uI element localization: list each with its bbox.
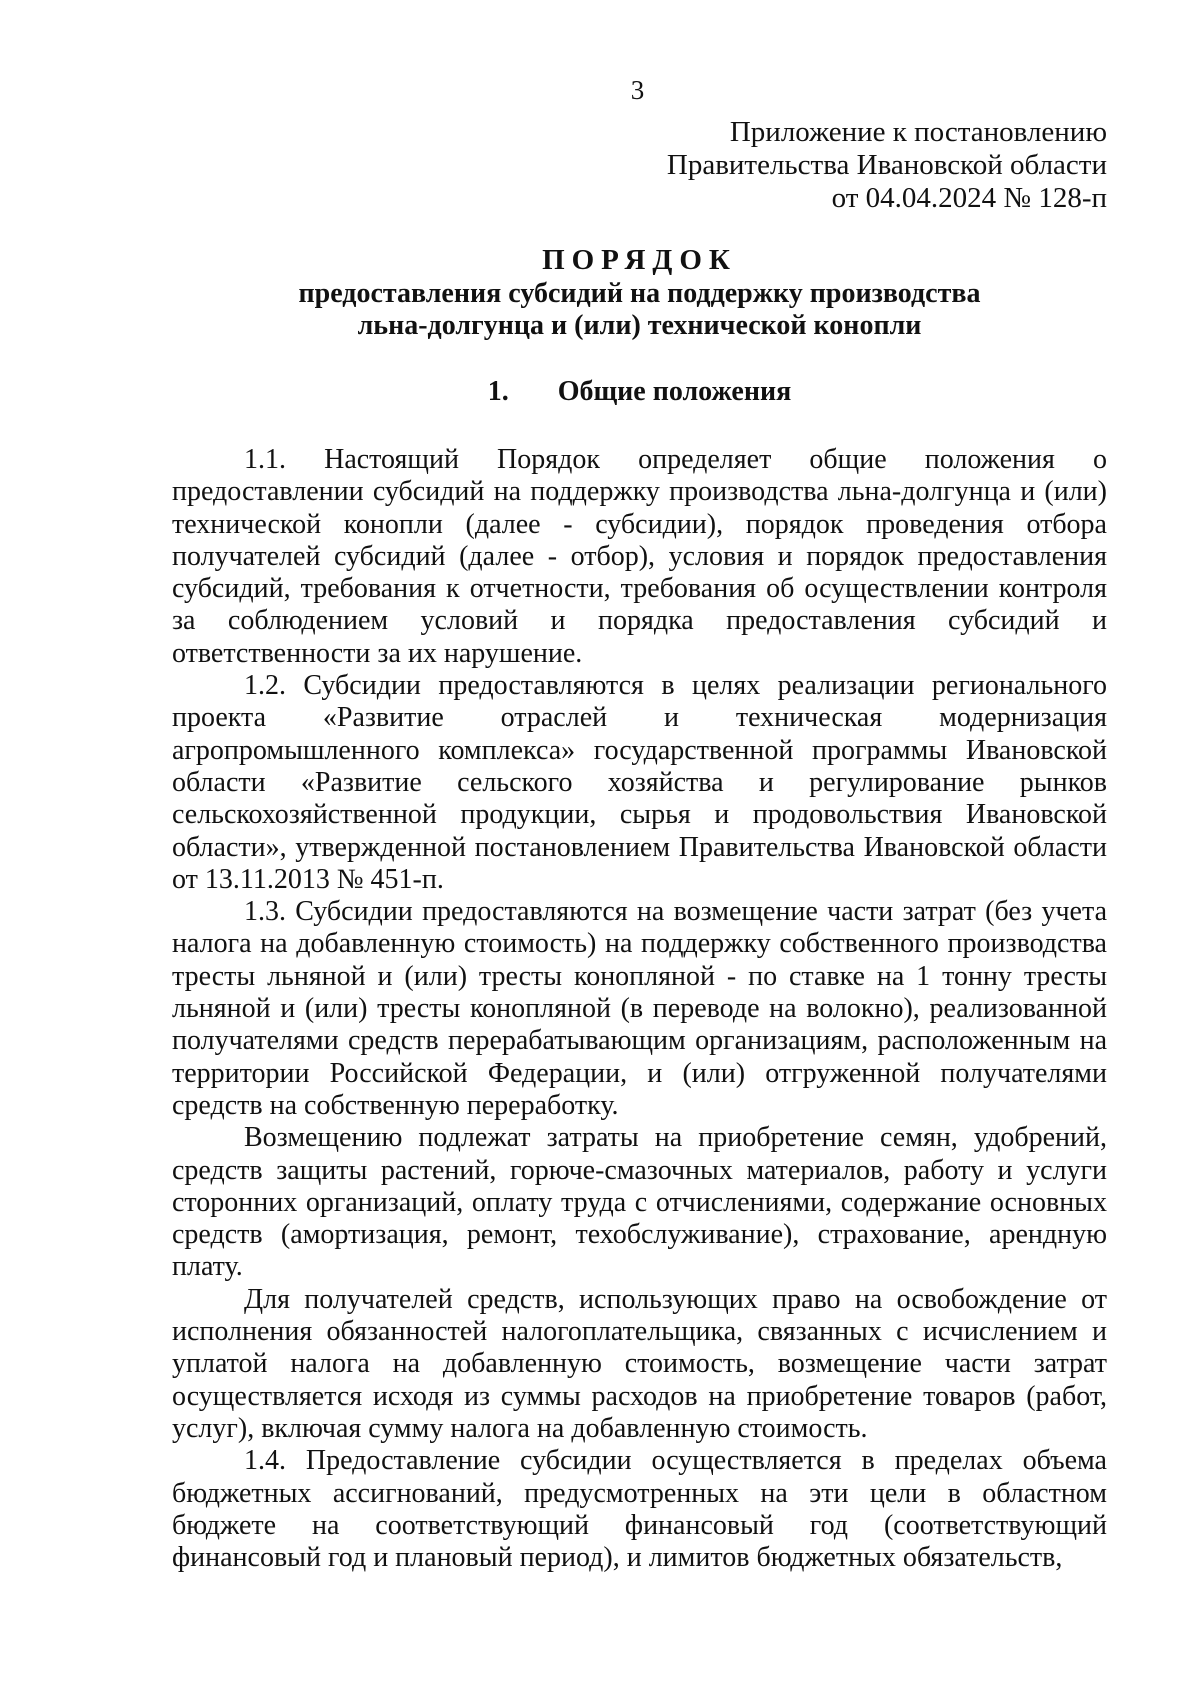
subtitle-line: предоставления субсидий на поддержку производства xyxy=(298,278,981,309)
document-subtitle xyxy=(172,278,1107,342)
paragraph: Для получателей средств, использующих право на освобождение от исполнения обязанностей налогоплательщика, связанных с исчислением и уплатой налога на добавленную стоимость, возмещение части затрат осуществляется исходя из суммы расходов на приобретение товаров (работ, услуг), включая сумму налога на добавленную стоимость. xyxy=(172,1283,1107,1444)
appendix-reference xyxy=(667,116,1107,215)
paragraph: 1.3. Субсидии предоставляются на возмещение части затрат (без учета налога на добавленную стоимость) на поддержку собственного производства тресты льняной и (или) тресты конопляной - по ставке на 1 тонну тресты льняной и (или) тресты конопляной (в переводе на волокно), реализованной получателями средств перерабатывающим организациям, расположенным на территории Российской Федерации, и (или) отгруженной получателями средств на собственную переработку. xyxy=(172,896,1107,1121)
subtitle-line: льна-долгунца и (или) технической конопли xyxy=(357,310,922,341)
body-text xyxy=(172,444,1107,1574)
paragraph: Возмещению подлежат затраты на приобретение семян, удобрений, средств защиты растений, горюче-смазочных материалов, работу и услуги сторонних организаций, оплату труда с отчислениями, содержание основных средств (амортизация, ремонт, техобслуживание), страхование, арендную плату. xyxy=(172,1122,1107,1283)
section-title: Общие положения xyxy=(557,376,792,407)
section-number: 1. xyxy=(487,376,509,407)
page-number: 3 xyxy=(630,75,645,105)
document-title: ПОРЯДОК xyxy=(542,244,737,276)
appendix-line: Приложение к постановлению xyxy=(729,116,1107,148)
section-heading xyxy=(172,375,1107,409)
paragraph: 1.1. Настоящий Порядок определяет общие положения о предоставлении субсидий на поддержку производства льна-долгунца и (или) технической конопли (далее - субсидии), порядок проведения отбора получателей субсидий (далее - отбор), условия и порядок предоставления субсидий, требования к отчетности, требования об осуществлении контроля за соблюдением условий и порядка предоставления субсидий и ответственности за их нарушение. xyxy=(172,444,1107,669)
appendix-line: от 04.04.2024 № 128-п xyxy=(831,182,1107,214)
paragraph: 1.4. Предоставление субсидии осуществляется в пределах объема бюджетных ассигнований, предусмотренных на эти цели в областном бюджете на соответствующий финансовый год (соответствующий финансовый год и плановый период), и лимитов бюджетных обязательств, xyxy=(172,1445,1107,1574)
appendix-line: Правительства Ивановской области xyxy=(666,149,1107,181)
paragraph: 1.2. Субсидии предоставляются в целях реализации регионального проекта «Развитие отраслей и техническая модернизация агропромышленного комплекса» государственной программы Ивановской области «Развитие сельского хозяйства и регулирование рынков сельскохозяйственной продукции, сырья и продовольствия Ивановской области», утвержденной постановлением Правительства Ивановской области от 13.11.2013 № 451-п. xyxy=(172,670,1107,895)
